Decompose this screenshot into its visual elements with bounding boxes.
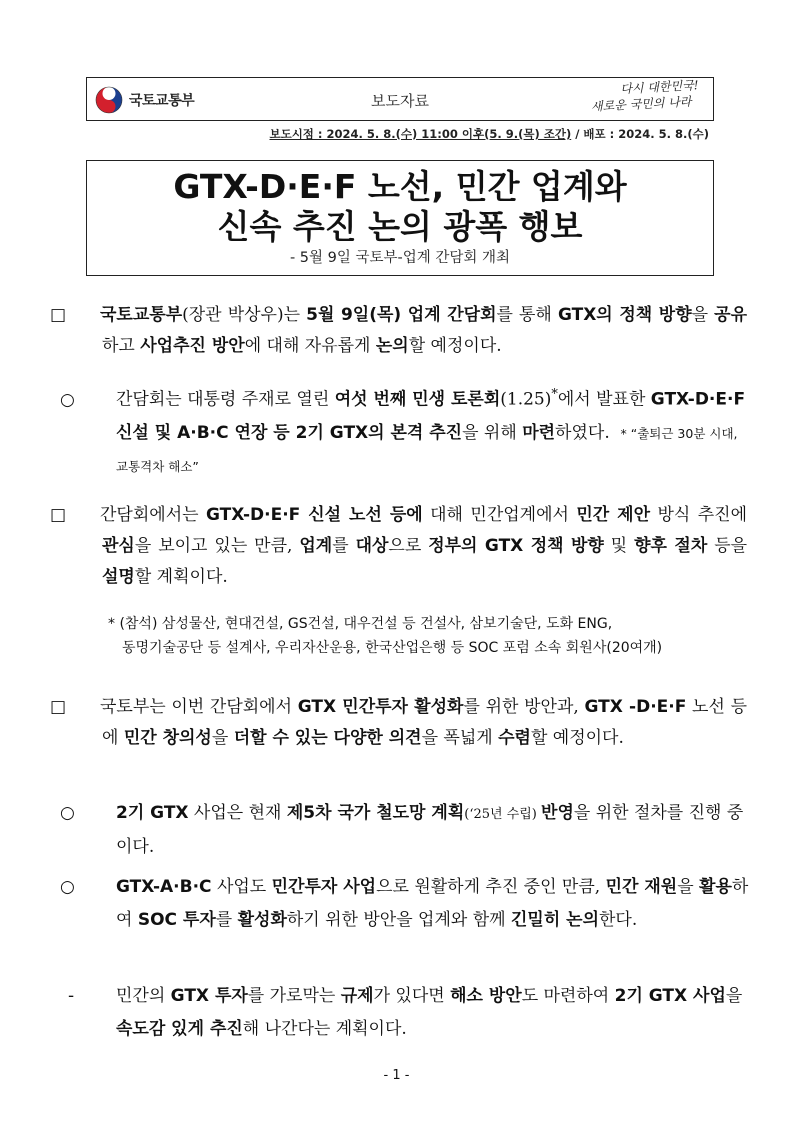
page-number: - 1 - [383,1068,410,1083]
paragraph-1-sub [60,378,750,483]
text-span: 을 위해 [462,422,523,443]
text-span: 업계 [299,536,333,556]
text-span: 방식 추진에 [650,505,748,525]
text-span: 에 대해 자유롭게 [244,336,376,356]
text-span: 활용 [699,877,732,897]
text-span: 을 [211,728,234,748]
paragraph-1 [50,300,748,362]
text-span: GTX-D·E·F 신설 및 A·B·C 연장 등 2기 GTX의 본격 추진 [116,389,746,443]
text-span: 관심 [102,536,135,556]
text-span: 을 보이고 있는 만큼, [134,536,300,556]
text-span: * [551,387,558,402]
text-span: 제5차 국가 철도망 계획 [286,803,465,823]
text-span: 하였다. [555,422,610,443]
dash-bullet-icon: - [68,986,75,1006]
text-span: 할 계획이다. [134,567,228,587]
text-span: 등을 [707,536,748,556]
press-header [86,77,714,121]
text-span: 반영 [541,803,574,823]
subtitle: - 5월 9일 국토부-업계 간담회 개최 [289,250,511,266]
text-span: 5월 9일(목) 업계 간담회 [306,305,497,325]
text-span: 으로 [388,536,429,556]
slogan-line-2: 새로운 국민의 나라 [590,94,692,114]
circle-bullet-icon: ○ [60,803,75,823]
footnote: * “출퇴근 30분 시대, 교통격차 해소” [116,425,738,474]
square-bullet-icon: □ [50,505,67,525]
text-span: 해 나간다는 계획이다. [242,1019,407,1039]
text-span: GTX -D·E·F [584,697,687,717]
text-span: (‘25년 수립) [464,807,542,822]
text-span: 를 [332,536,356,556]
text-span: 긴밀히 논의 [510,910,599,930]
text-span: 규제 [340,986,374,1006]
text-span: 을 [677,877,700,897]
text-span: 국토부는 이번 간담회에서 [100,697,298,717]
text-span: 를 위한 방안과, [463,697,585,717]
reference-line-2: 동명기술공단 등 설계사, 우리자산운용, 한국산업은행 등 SOC 포럼 소속 회원사(20여개) [122,640,663,656]
text-span: 논의 [375,336,409,356]
ministry-name: 국토교통부 [129,93,195,109]
text-span: (장관 박상우)는 [182,305,307,325]
text-span: 에서 발표한 [557,389,651,410]
text-span: 민간의 [116,986,171,1006]
text-span: 으로 원활하게 추진 중인 만큼, [376,877,606,897]
text-span: 를 통해 [496,305,558,325]
paragraph-3 [50,692,747,754]
text-span: 공유 [714,305,748,325]
square-bullet-icon: □ [50,697,67,717]
text-span: 민간 재원 [605,877,678,897]
text-span: 수렴 [498,728,531,748]
text-span: 설명 [102,567,135,587]
paragraph-2 [50,500,748,593]
text-span: SOC 투자 [137,910,216,930]
distribution-date: 배포 : 2024. 5. 8.(수) [583,127,709,141]
paragraph-3-sub-2 [60,871,750,937]
text-span: GTX-A·B·C [116,877,212,897]
text-span: (1.25) [500,389,552,410]
headline-line-1: GTX-D·E·F 노선, 민간 업계와 [173,167,627,206]
text-span: 및 [603,536,635,556]
text-span: 대상 [355,536,389,556]
text-span: 국토교통부 [100,305,183,325]
text-span: 해소 방안 [450,986,522,1006]
text-span: 정부의 GTX 정책 방향 [428,536,604,556]
text-span: 을 [725,986,743,1006]
attendee-reference [108,612,720,660]
text-span: 간담회는 대통령 주재로 열린 [116,389,335,410]
text-span: 민간 창의성 [123,728,212,748]
paragraph-3-sub-1 [60,797,750,864]
text-span: 2기 GTX 사업 [614,986,726,1006]
text-span: 민간 제안 [576,505,651,525]
text-span: 활성화 [237,910,287,930]
paragraph-3-sub-3 [68,980,746,1046]
square-bullet-icon: □ [50,305,67,325]
text-span: 할 예정이다. [408,336,502,356]
title-box [86,160,714,276]
text-span: 속도감 있게 추진 [116,1019,243,1039]
text-span: 사업추진 방안 [140,336,245,356]
text-span: 사업은 현재 [188,803,287,823]
text-span: GTX-D·E·F 신설 노선 등에 [205,505,423,525]
text-span: 를 [215,910,238,930]
text-span: GTX 민간투자 활성화 [297,697,464,717]
text-span: 사업도 [211,877,272,897]
text-span: 할 예정이다. [530,728,624,748]
text-span: 도 마련하여 [521,986,615,1006]
headline-line-2: 신속 추진 논의 광폭 행보 [217,207,583,246]
release-separator: / [571,127,584,141]
text-span: 여섯 번째 민생 토론회 [334,389,501,410]
circle-bullet-icon: ○ [60,877,75,897]
text-span: 하기 위한 방안을 업계와 함께 [286,910,511,930]
text-span: 노선 등에 [102,697,747,748]
text-span: 을 폭넓게 [421,728,499,748]
text-span: 한다. [599,910,638,930]
text-span: 더할 수 있는 다양한 의견 [233,728,422,748]
circle-bullet-icon: ○ [60,389,75,410]
text-span: 을 [691,305,715,325]
text-span: 하고 [102,336,141,356]
text-span: 민간투자 사업 [271,877,377,897]
text-span: 2기 GTX [116,803,189,823]
text-span: 향후 절차 [634,536,708,556]
text-span: 마련 [522,422,556,443]
text-span: 대해 민간업계에서 [422,505,577,525]
reference-line-1: * (참석) 삼성물산, 현대건설, GS건설, 대우건설 등 건설사, 삼보기술단, 도화 ENG, [108,616,613,632]
text-span: 를 가로막는 [247,986,341,1006]
text-span: GTX 투자 [170,986,248,1006]
text-span: 하여 [116,877,749,930]
text-span: 가 있다면 [373,986,451,1006]
text-span: 을 위한 절차를 진행 중이다. [116,803,744,857]
text-span: GTX의 정책 방향 [557,305,692,325]
embargo-time: 보도시점 : 2024. 5. 8.(수) 11:00 이후(5. 9.(목) 조간) [269,127,572,141]
doc-type: 보도자료 [371,92,429,110]
release-info [269,126,709,142]
slogan-line-1: 다시 대한민국! [620,78,699,97]
text-span: 간담회에서는 [100,505,206,525]
